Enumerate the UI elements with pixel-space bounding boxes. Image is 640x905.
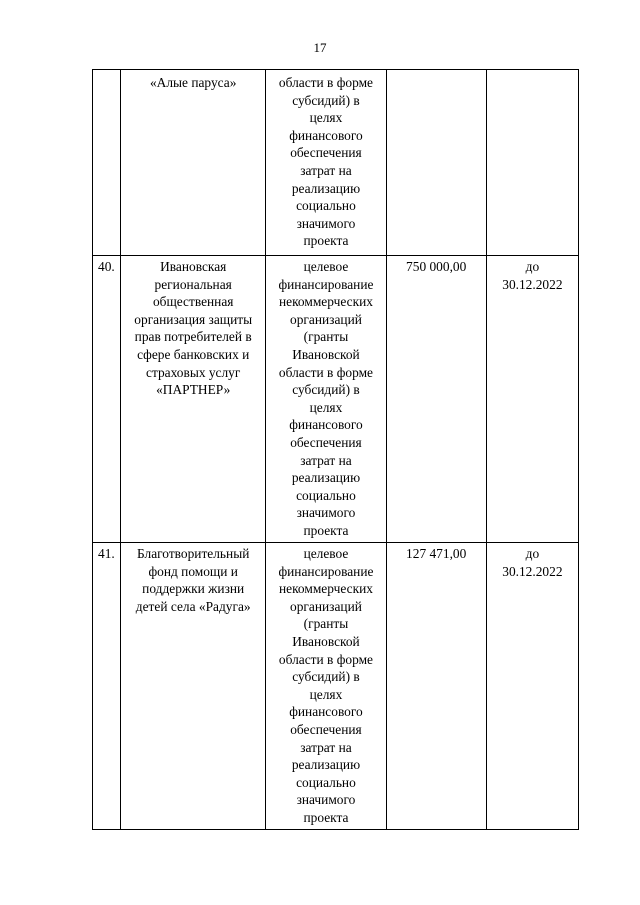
- purpose-cell: целевое финансирование некоммерческих организаций (гранты Ивановской области в форме субсидий) в целях финансового обеспечения затрат на реализацию социально значимого проекта: [266, 256, 386, 543]
- page-number: 17: [313, 40, 327, 55]
- deadline-cell: [486, 70, 578, 256]
- purpose-cell: области в форме субсидий) в целях финансового обеспечения затрат на реализацию социально значимого проекта: [266, 70, 386, 256]
- organization-name-cell: «Алые паруса»: [121, 70, 266, 256]
- row-number-cell: 40.: [93, 256, 121, 543]
- table-row: [93, 70, 579, 256]
- amount-cell: [386, 70, 486, 256]
- grants-table: [92, 69, 579, 830]
- deadline-cell: до 30.12.2022: [486, 543, 578, 830]
- purpose-cell: целевое финансирование некоммерческих организаций (гранты Ивановской области в форме субсидий) в целях финансового обеспечения затрат на реализацию социально значимого проекта: [266, 543, 386, 830]
- organization-name-cell: Благотворительный фонд помощи и поддержки жизни детей села «Радуга»: [121, 543, 266, 830]
- table-row: [93, 543, 579, 830]
- organization-name-cell: Ивановская региональная общественная организация защиты прав потребителей в сфере банковских и страховых услуг «ПАРТНЕР»: [121, 256, 266, 543]
- deadline-cell: до 30.12.2022: [486, 256, 578, 543]
- amount-cell: 750 000,00: [386, 256, 486, 543]
- row-number-cell: [93, 70, 121, 256]
- amount-cell: 127 471,00: [386, 543, 486, 830]
- row-number-cell: 41.: [93, 543, 121, 830]
- table-row: [93, 256, 579, 543]
